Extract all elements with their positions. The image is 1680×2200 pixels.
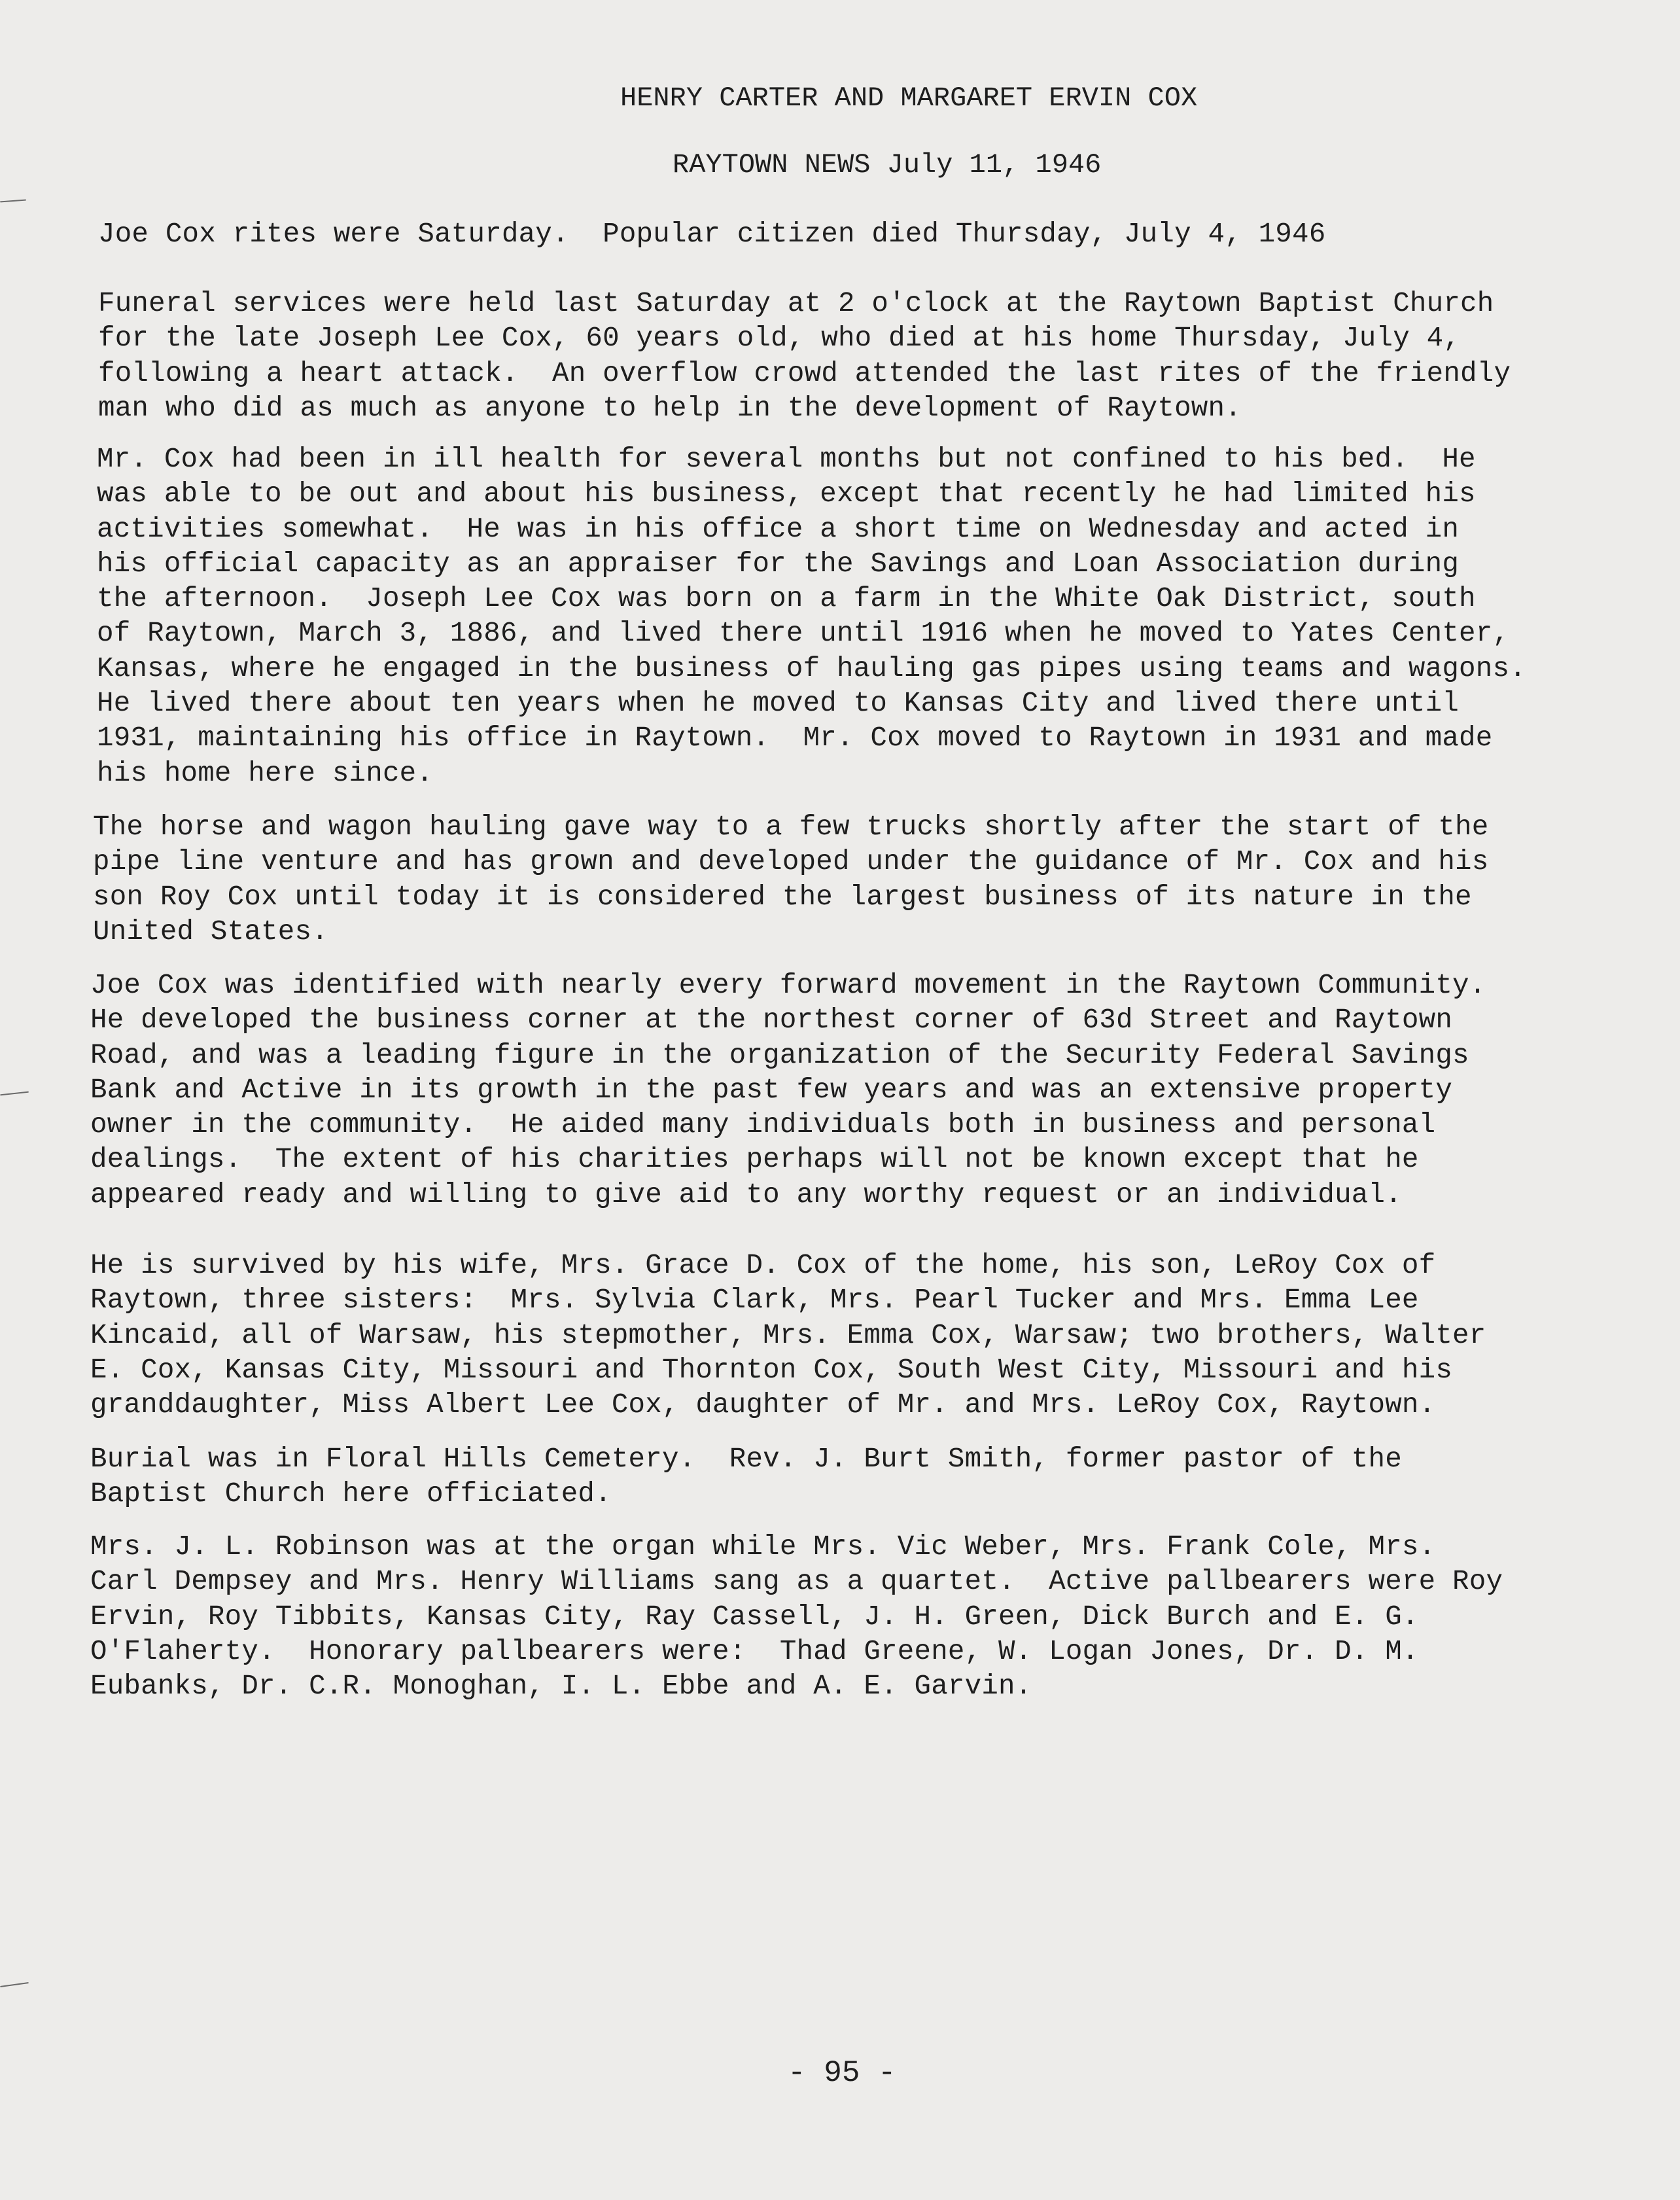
margin-mark	[0, 200, 26, 203]
page-number: - 95 -	[788, 2056, 896, 2090]
paragraph-community: Joe Cox was identified with nearly every forward movement in the Raytown Community. He developed the business corner at the northest corner of 63d Street and Raytown Road, and was a leading figure in the organization of the Security Federal Savings Bank and Active in its growth in the past few years and was an extensive property owner in the community. He aided many individuals both in business and personal dealings. The extent of his charities perhaps will not be known except that he appeared ready and willing to give aid to any worthy request or an individual.	[90, 970, 1486, 1211]
paragraph-survivors: He is survived by his wife, Mrs. Grace D. Cox of the home, his son, LeRoy Cox of Raytown, three sisters: Mrs. Sylvia Clark, Mrs. Pearl Tucker and Mrs. Emma Lee Kincaid, all of Warsaw, his stepmother, Mrs. Emma Cox, Warsaw; two brothers, Walter E. Cox, Kansas City, Missouri and Thornton Cox, South West City, Missouri and his granddaughter, Miss Albert Lee Cox, daughter of Mr. and Mrs. LeRoy Cox, Raytown.	[90, 1250, 1486, 1421]
intro-line: Joe Cox rites were Saturday. Popular citizen died Thursday, July 4, 1946	[98, 219, 1326, 250]
margin-mark	[0, 1982, 29, 1987]
paragraph-services: Mrs. J. L. Robinson was at the organ while Mrs. Vic Weber, Mrs. Frank Cole, Mrs. Carl Dempsey and Mrs. Henry Williams sang as a quartet. Active pallbearers were Roy Ervin, Roy Tibbits, Kansas City, Ray Cassell, J. H. Green, Dick Burch and E. G. O'Flaherty. Honorary pallbearers were: Thad Greene, W. Logan Jones, Dr. D. M. Eubanks, Dr. C.R. Monoghan, I. L. Ebbe and A. E. Garvin.	[90, 1531, 1503, 1703]
paragraph-burial: Burial was in Floral Hills Cemetery. Rev. J. Burt Smith, former pastor of the Baptist Church here officiated.	[90, 1444, 1402, 1510]
document-title: HENRY CARTER AND MARGARET ERVIN COX	[620, 82, 1198, 114]
document-subtitle: RAYTOWN NEWS July 11, 1946	[673, 149, 1102, 181]
paragraph-health-and-history: Mr. Cox had been in ill health for several months but not confined to his bed. He was able to be out and about his business, except that recently he had limited his activities somewhat. He was in his office a short time on Wednesday and acted in his official capacity as an appraiser for the Savings and Loan Association during the afternoon. Joseph Lee Cox was born on a farm in the White Oak District, south of Raytown, March 3, 1886, and lived there until 1916 when he moved to Yates Center, Kansas, where he engaged in the business of hauling gas pipes using teams and wagons. He lived there about ten years when he moved to Kansas City and lived there until 1931, maintaining his office in Raytown. Mr. Cox moved to Raytown in 1931 and made his home here since.	[97, 444, 1526, 789]
paragraph-funeral: Funeral services were held last Saturday at 2 o'clock at the Raytown Baptist Church for the late Joseph Lee Cox, 60 years old, who died at his home Thursday, July 4, following a heart attack. An overflow crowd attended the last rites of the friendly man who did as much as anyone to help in the development of Raytown.	[98, 288, 1511, 424]
paragraph-business: The horse and wagon hauling gave way to a few trucks shortly after the start of the pipe line venture and has grown and developed under the guidance of Mr. Cox and his son Roy Cox until today it is considered the largest business of its nature in the United States.	[93, 811, 1489, 948]
margin-mark	[0, 1091, 29, 1096]
